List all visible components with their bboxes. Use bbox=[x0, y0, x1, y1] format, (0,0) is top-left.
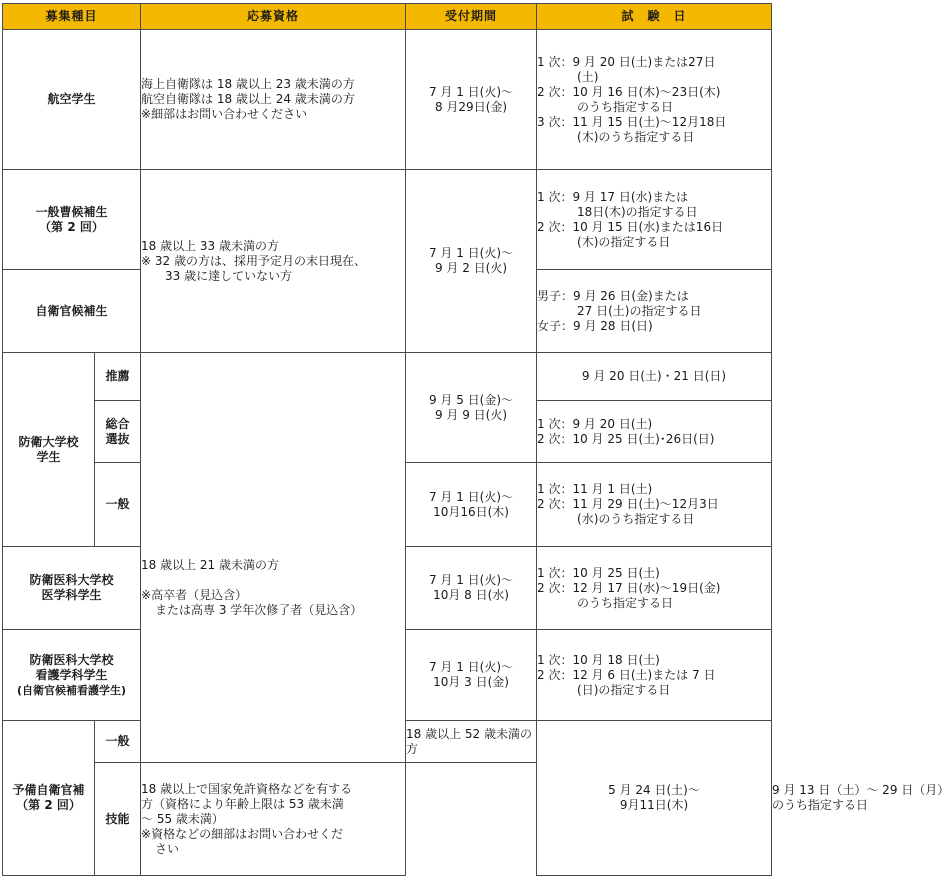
recruitment-table bbox=[2, 3, 949, 876]
exam-line: のうち指定する日 bbox=[577, 595, 674, 610]
period-line: 10月 3 日(金) bbox=[433, 675, 509, 689]
period-boei-suisen-sogo bbox=[406, 353, 537, 463]
exam-line: 1 次：9 月 17 日(水)または bbox=[537, 189, 689, 204]
subcategory-suisen: 推薦 bbox=[95, 353, 141, 401]
exam-line: (日)の指定する日 bbox=[577, 682, 671, 697]
category-line: （第 2 回） bbox=[39, 219, 104, 234]
qual-line: ※ 32 歳の方は、採用予定月の末日現在、 bbox=[141, 253, 366, 268]
exam-line: 1 次：9 月 20 日(土) bbox=[537, 416, 653, 431]
period-yobi bbox=[537, 721, 772, 876]
row-koku bbox=[3, 30, 772, 170]
exam-line: のうち指定する日 bbox=[577, 99, 674, 114]
exam-line: 18日(木)の指定する日 bbox=[577, 204, 698, 219]
header-category: 募集種目 bbox=[3, 4, 141, 30]
qual-line: 方（資格により年齢上限は 53 歳未満 bbox=[141, 796, 344, 811]
qualification-18-21 bbox=[141, 353, 406, 763]
exam-line: 2 次：11 月 29 日(土)〜12月3日 bbox=[537, 497, 719, 511]
period-line: 7 月 1 日(火)〜 bbox=[428, 489, 514, 504]
qual-line: 海上自衛隊は 18 歳以上 23 歳未満の方 bbox=[141, 77, 355, 91]
category-line: 防衛医科大学校 bbox=[29, 573, 114, 587]
category-line: 一般曹候補生 bbox=[35, 204, 108, 219]
period-boei-ippan bbox=[406, 463, 537, 547]
category-line: （第 2 回） bbox=[16, 798, 81, 812]
qual-line: 〜 55 歳未満） bbox=[141, 811, 224, 826]
exam-line: (土) bbox=[577, 69, 599, 84]
exam-ika-kango bbox=[537, 630, 772, 721]
qual-line: ※資格などの細部はお問い合わせくだ bbox=[141, 826, 344, 841]
exam-ika-igaku bbox=[537, 547, 772, 630]
category-line: (自衛官候補看護学生) bbox=[16, 683, 127, 697]
qual-line: 18 歳以上で国家免許資格などを有する bbox=[141, 781, 353, 796]
qual-line: ※高卒者（見込含） bbox=[141, 587, 248, 602]
exam-line: 2 次：10 月 16 日(木)〜23日(木) bbox=[537, 84, 721, 99]
category-line: 防衛医科大学校 bbox=[29, 652, 114, 667]
subcategory-ippan: 一般 bbox=[95, 463, 141, 547]
header-exam: 試 験 日 bbox=[537, 4, 772, 30]
qual-spacer bbox=[141, 573, 405, 588]
header-row bbox=[3, 4, 772, 30]
category-yobi bbox=[3, 721, 95, 876]
period-line: 8 月29日(金) bbox=[434, 99, 508, 114]
exam-line: 2 次：10 月 15 日(水)または16日 bbox=[537, 219, 724, 234]
exam-boei-suisen: 9 月 20 日(土)・21 日(日) bbox=[537, 353, 772, 401]
exam-line: 1 次：10 月 25 日(土) bbox=[537, 565, 660, 580]
category-ika-igaku bbox=[3, 547, 141, 630]
header-qualification: 応募資格 bbox=[141, 4, 406, 30]
subcategory-yobi-gino: 技能 bbox=[95, 763, 141, 876]
category-jieikan: 自衛官候補生 bbox=[3, 270, 141, 353]
qualification-koku bbox=[141, 30, 406, 170]
row-yobi-ippan: 予備自衛官補 （第 2 回） 一般 18 歳以上 52 歳未満の方 5 月 24 日(土)〜 9月11日(木) 9 月 13 日（土）〜 29 日（月） のうち指定する日 bbox=[3, 721, 772, 763]
category-ika-kango bbox=[3, 630, 141, 721]
exam-line: 1 次：11 月 1 日(土) bbox=[537, 482, 653, 496]
qual-line: または高専 3 学年次修了者（見込含） bbox=[155, 602, 363, 617]
period-line: 5 月 24 日(土)〜 bbox=[608, 783, 700, 797]
exam-line: 2 次：10 月 25 日(土)･26日(日) bbox=[537, 431, 715, 446]
category-line: 防衛大学校 bbox=[18, 434, 79, 449]
exam-line: 3 次：11 月 15 日(土)〜12月18日 bbox=[537, 114, 727, 129]
period-18-33 bbox=[406, 170, 537, 353]
row-boei-suisen bbox=[3, 353, 772, 401]
subcategory-sogo bbox=[95, 401, 141, 463]
exam-line: (水)のうち指定する日 bbox=[577, 512, 695, 526]
category-line: 看護学科学生 bbox=[35, 667, 108, 682]
qual-line: さい bbox=[155, 841, 180, 856]
category-line: 学生 bbox=[36, 449, 61, 464]
period-ika-kango bbox=[406, 630, 537, 721]
subcategory-line: 選抜 bbox=[105, 431, 130, 446]
exam-line: 2 次：12 月 17 日(水)〜19日(金) bbox=[537, 580, 721, 595]
period-line: 7 月 1 日(火)〜 bbox=[428, 660, 514, 674]
period-line: 7 月 1 日(火)〜 bbox=[428, 573, 514, 587]
period-line: 10月16日(木) bbox=[433, 504, 509, 519]
exam-line: 27 日(土)の指定する日 bbox=[577, 303, 702, 318]
period-line: 9 月 2 日(火) bbox=[434, 261, 508, 275]
period-line: 7 月 1 日(火)〜 bbox=[428, 246, 514, 260]
exam-line: (木)のうち指定する日 bbox=[577, 129, 695, 144]
subcategory-line: 総合 bbox=[105, 416, 130, 431]
exam-line: 1 次：10 月 18 日(土) bbox=[537, 652, 660, 667]
category-line: 予備自衛官補 bbox=[12, 783, 85, 797]
exam-boei-ippan bbox=[537, 463, 772, 547]
exam-line: 1 次：9 月 20 日(土)または27日 bbox=[537, 54, 716, 69]
exam-ippan-sosho bbox=[537, 170, 772, 270]
exam-line: 女子：9 月 28 日(日) bbox=[537, 318, 653, 333]
category-boei bbox=[3, 353, 95, 547]
exam-boei-sogo bbox=[537, 401, 772, 463]
qualification-18-33 bbox=[141, 170, 406, 353]
category-line: 医学科学生 bbox=[41, 588, 102, 602]
period-line: 9 月 9 日(火) bbox=[434, 407, 508, 422]
period-line: 9 月 5 日(金)〜 bbox=[428, 392, 514, 407]
period-koku bbox=[406, 30, 537, 170]
exam-line: (木)の指定する日 bbox=[577, 234, 671, 249]
period-line: 9月11日(木) bbox=[619, 798, 689, 812]
row-ippan-sosho bbox=[3, 170, 772, 270]
qual-line: 18 歳以上 33 歳未満の方 bbox=[141, 238, 279, 253]
exam-koku bbox=[537, 30, 772, 170]
qualification-yobi-gino bbox=[141, 763, 406, 876]
exam-line: 2 次：12 月 6 日(土)または 7 日 bbox=[537, 667, 716, 682]
category-ippan-sosho bbox=[3, 170, 141, 270]
category-koku: 航空学生 bbox=[3, 30, 141, 170]
qual-line: 航空自衛隊は 18 歳以上 24 歳未満の方 bbox=[141, 92, 355, 106]
exam-line: 男子：9 月 26 日(金)または bbox=[537, 288, 689, 303]
exam-jieikan bbox=[537, 270, 772, 353]
subcategory-yobi-ippan: 一般 bbox=[95, 721, 141, 763]
qualification-yobi-ippan: 18 歳以上 52 歳未満の方 bbox=[406, 721, 537, 763]
qual-line: 33 歳に達していない方 bbox=[165, 268, 293, 283]
header-period: 受付期間 bbox=[406, 4, 537, 30]
period-line: 10月 8 日(水) bbox=[433, 588, 509, 602]
qual-line: 18 歳以上 21 歳未満の方 bbox=[141, 557, 279, 572]
qual-line: ※細部はお問い合わせください bbox=[141, 107, 308, 121]
period-line: 7 月 1 日(火)〜 bbox=[428, 84, 514, 99]
period-ika-igaku bbox=[406, 547, 537, 630]
